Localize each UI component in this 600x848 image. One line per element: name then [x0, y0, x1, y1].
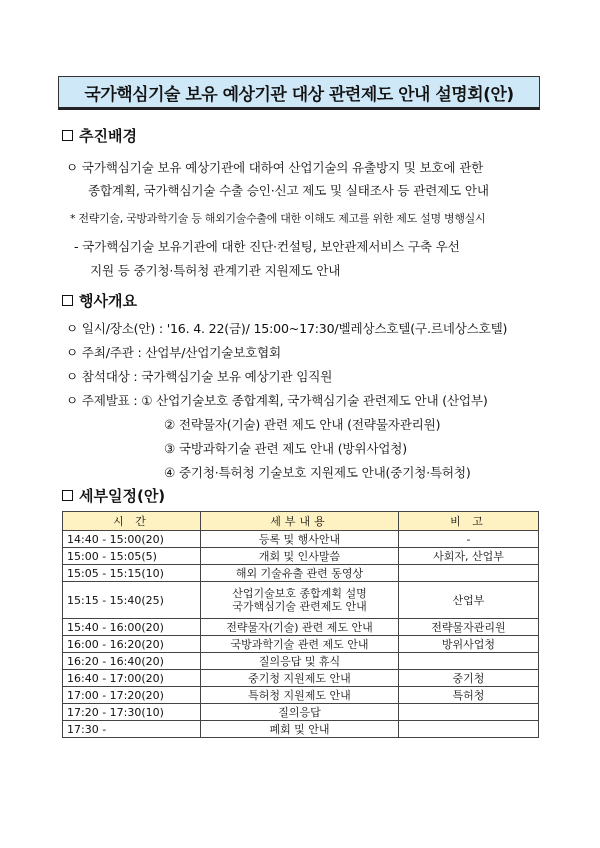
square-bullet-icon	[62, 295, 73, 306]
background-line-2: 종합계획, 국가핵심기술 수출 승인·신고 제도 및 실태조사 등 관련제도 안내	[88, 183, 489, 198]
cell-content: 등록 및 행사안내	[201, 531, 399, 548]
cell-remark: 중기청	[399, 670, 539, 687]
cell-remark: 방위사업청	[399, 636, 539, 653]
overview-line-6: ③ 국방과학기술 관련 제도 안내 (방위사업청)	[164, 441, 407, 456]
table-row	[63, 670, 539, 687]
header-content: 세부내용	[201, 512, 399, 531]
schedule-table	[62, 511, 539, 738]
cell-content: 질의응답 및 휴식	[201, 653, 399, 670]
cell-time: 17:00 - 17:20(20)	[63, 687, 201, 704]
square-bullet-icon	[62, 490, 73, 501]
section-title: 추진배경	[79, 127, 137, 145]
overview-line-5: ② 전략물자(기술) 관련 제도 안내 (전략물자관리원)	[164, 417, 441, 432]
table-row	[63, 548, 539, 565]
header-remark: 비 고	[399, 512, 539, 531]
cell-content: 중기청 지원제도 안내	[201, 670, 399, 687]
cell-remark	[399, 721, 539, 738]
cell-time: 17:20 - 17:30(10)	[63, 704, 201, 721]
cell-time: 16:00 - 16:20(20)	[63, 636, 201, 653]
section-title: 세부일정(안)	[79, 487, 166, 505]
cell-time: 15:15 - 15:40(25)	[63, 582, 201, 619]
cell-content: 국방과학기술 관련 제도 안내	[201, 636, 399, 653]
cell-time: 15:05 - 15:15(10)	[63, 565, 201, 582]
cell-remark: 산업부	[399, 582, 539, 619]
background-note: * 전략기술, 국방과학기술 등 해외기술수출에 대한 이해도 제고를 위한 제도 설명 병행실시	[70, 212, 486, 225]
overview-line-1: ㅇ 일시/장소(안) : '16. 4. 22(금)/ 15:00~17:30/벨레상스호텔(구.르네상스호텔)	[66, 321, 508, 336]
document-title: 국가핵심기술 보유 예상기관 대상 관련제도 안내 설명회(안)	[58, 76, 540, 110]
section-heading-overview	[62, 290, 137, 311]
cell-time: 16:40 - 17:00(20)	[63, 670, 201, 687]
cell-remark	[399, 704, 539, 721]
background-line-3: - 국가핵심기술 보유기관에 대한 진단·컨설팅, 보안관제서비스 구축 우선	[74, 239, 460, 254]
cell-time: 17:30 -	[63, 721, 201, 738]
cell-content: 해외 기술유출 관련 동영상	[201, 565, 399, 582]
header-time: 시 간	[63, 512, 201, 531]
background-line-1: ㅇ 국가핵심기술 보유 예상기관에 대하여 산업기술의 유출방지 및 보호에 관한	[66, 160, 484, 175]
cell-time: 15:00 - 15:05(5)	[63, 548, 201, 565]
cell-remark: 사회자, 산업부	[399, 548, 539, 565]
cell-remark	[399, 653, 539, 670]
cell-content: 특허청 지원제도 안내	[201, 687, 399, 704]
section-heading-background	[62, 125, 137, 146]
table-row	[63, 704, 539, 721]
cell-time: 16:20 - 16:40(20)	[63, 653, 201, 670]
cell-remark: 특허청	[399, 687, 539, 704]
table-row	[63, 619, 539, 636]
table-row	[63, 636, 539, 653]
table-row	[63, 721, 539, 738]
cell-content: 폐회 및 안내	[201, 721, 399, 738]
overview-line-4: ㅇ 주제발표 : ① 산업기술보호 종합계획, 국가핵심기술 관련제도 안내 (산업부)	[66, 393, 488, 408]
cell-remark: 전략물자관리원	[399, 619, 539, 636]
cell-content: 산업기술보호 종합계획 설명 국가핵심기술 관련제도 안내	[201, 582, 399, 619]
table-row	[63, 687, 539, 704]
cell-content: 전략물자(기술) 관련 제도 안내	[201, 619, 399, 636]
section-title: 행사개요	[79, 292, 137, 310]
overview-line-7: ④ 중기청·특허청 기술보호 지원제도 안내(중기청·특허청)	[164, 465, 471, 480]
cell-remark	[399, 565, 539, 582]
background-line-4: 지원 등 중기청·특허청 관계기관 지원제도 안내	[90, 263, 341, 278]
cell-content: 질의응답	[201, 704, 399, 721]
cell-time: 15:40 - 16:00(20)	[63, 619, 201, 636]
overview-line-2: ㅇ 주최/주관 : 산업부/산업기술보호협회	[66, 345, 281, 360]
cell-remark: -	[399, 531, 539, 548]
table-header-row	[63, 512, 539, 531]
section-heading-schedule	[62, 485, 165, 506]
table-row	[63, 531, 539, 548]
cell-content: 개회 및 인사말씀	[201, 548, 399, 565]
square-bullet-icon	[62, 130, 73, 141]
table-row	[63, 653, 539, 670]
overview-line-3: ㅇ 참석대상 : 국가핵심기술 보유 예상기관 임직원	[66, 369, 333, 384]
table-row	[63, 582, 539, 619]
table-row	[63, 565, 539, 582]
cell-time: 14:40 - 15:00(20)	[63, 531, 201, 548]
